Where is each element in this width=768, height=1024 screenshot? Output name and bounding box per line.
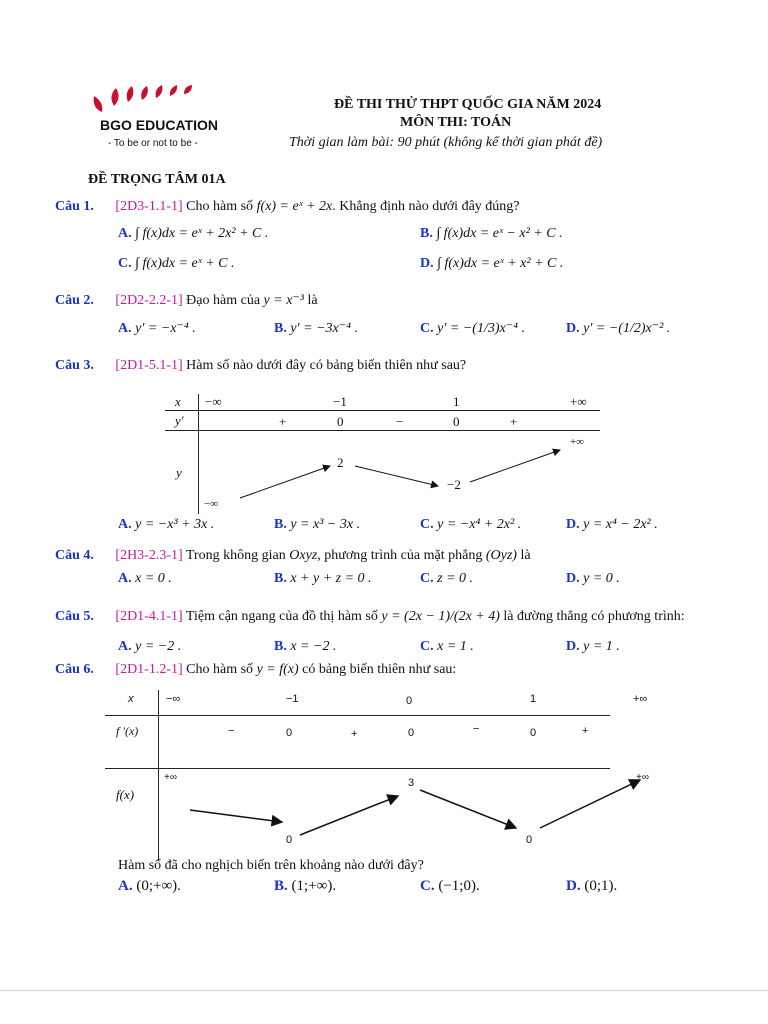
option-a[interactable]: A. y = −x³ + 3x .	[118, 517, 215, 532]
option-b[interactable]: B. y = x³ − 3x .	[274, 517, 361, 532]
option-b[interactable]: B. x + y + z = 0 .	[274, 571, 372, 586]
question-6-prompt: Hàm số đã cho nghịch biến trên khoảng nào dưới đây?	[118, 858, 424, 873]
exam-time: Thời gian làm bài: 90 phút (không kể thời gian phát đề)	[289, 135, 603, 150]
question-number: Câu 1.	[55, 199, 94, 214]
question-tag: [2D3-1.1-1]	[115, 199, 183, 214]
option-a[interactable]: A. x = 0 .	[118, 571, 172, 586]
option-c[interactable]: C. (−1;0).	[420, 878, 480, 894]
option-d[interactable]: D. y = x⁴ − 2x² .	[566, 517, 658, 532]
option-d[interactable]: D. y = 1 .	[566, 639, 620, 654]
svg-text:- To be or not to be -: - To be or not to be -	[108, 138, 198, 149]
svg-text:BGO EDUCATION: BGO EDUCATION	[100, 117, 218, 133]
option-d[interactable]: D. (0;1).	[566, 878, 618, 894]
question-4: Câu 4. [2H3-2.3-1] Trong không gian Oxyz, phương trình của mặt phẳng (Oyz) là	[55, 548, 531, 563]
option-a[interactable]: A. y′ = −x⁻⁴ .	[118, 321, 196, 336]
question-2: Câu 2. [2D2-2.2-1] Đạo hàm của y = x⁻³ là	[55, 293, 318, 308]
option-b[interactable]: B. x = −2 .	[274, 639, 337, 654]
exam-code: ĐỀ TRỌNG TÂM 01A	[88, 172, 226, 187]
option-d[interactable]: D. y′ = −(1/2)x⁻² .	[566, 321, 671, 336]
option-b[interactable]: B. ∫ f(x)dx = eˣ − x² + C .	[420, 226, 563, 241]
exam-subject: MÔN THI: TOÁN	[400, 115, 512, 130]
question-5: Câu 5. [2D1-4.1-1] Tiệm cận ngang của đồ thị hàm số y = (2x − 1)/(2x + 4) là đường thẳng có phương trình:	[55, 609, 685, 624]
option-c[interactable]: C. y = −x⁴ + 2x² .	[420, 517, 522, 532]
question-6: Câu 6. [2D1-1.2-1] Cho hàm số y = f(x) có bảng biến thiên như sau:	[55, 662, 457, 677]
option-c[interactable]: C. y′ = −(1/3)x⁻⁴ .	[420, 321, 525, 336]
option-d[interactable]: D. y = 0 .	[566, 571, 620, 586]
option-c[interactable]: C. ∫ f(x)dx = eˣ + C .	[118, 256, 235, 271]
exam-title: ĐỀ THI THỬ THPT QUỐC GIA NĂM 2024	[334, 97, 602, 112]
question-3: Câu 3. [2D1-5.1-1] Hàm số nào dưới đây có bảng biến thiên như sau?	[55, 358, 467, 373]
option-a[interactable]: A. (0;+∞).	[118, 878, 181, 894]
option-c[interactable]: C. x = 1 .	[420, 639, 474, 654]
math-expression: f(x) = eˣ + 2x	[256, 199, 333, 214]
option-d[interactable]: D. ∫ f(x)dx = eˣ + x² + C .	[420, 256, 564, 271]
question-text: Cho hàm số	[186, 199, 254, 214]
question-text: . Khẳng định nào dưới đây đúng?	[332, 199, 520, 214]
option-b[interactable]: B. y′ = −3x⁻⁴ .	[274, 321, 358, 336]
option-c[interactable]: C. z = 0 .	[420, 571, 474, 586]
option-a[interactable]: A. y = −2 .	[118, 639, 182, 654]
option-b[interactable]: B. (1;+∞).	[274, 878, 337, 894]
option-a[interactable]: A. ∫ f(x)dx = eˣ + 2x² + C .	[118, 226, 269, 241]
page-bottom-divider	[0, 990, 768, 991]
